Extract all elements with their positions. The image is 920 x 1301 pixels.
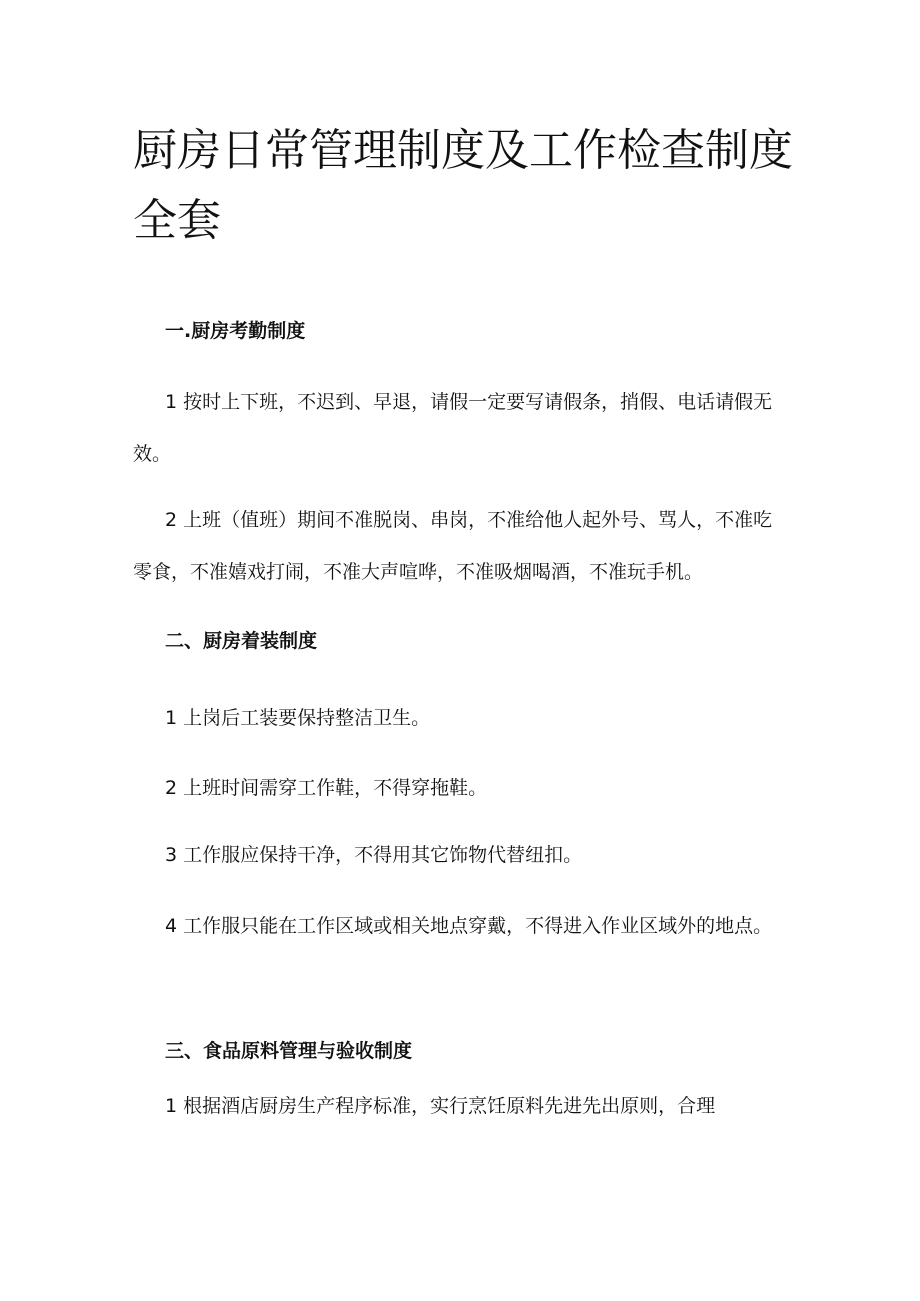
document-title: 厨房日常管理制度及工作检查制度全套 xyxy=(133,125,793,246)
section-heading-ingredients: 三、食品原料管理与验收制度 xyxy=(165,1040,413,1062)
paragraph-attendance-1: 1 按时上下班，不迟到、早退，请假一定要写请假条，捎假、电话请假无效。 xyxy=(133,391,773,465)
paragraph-dress-2: 2 上班时间需穿工作鞋，不得穿拖鞋。 xyxy=(165,777,488,799)
paragraph-ingredients-1: 1 根据酒店厨房生产程序标准，实行烹饪原料先进先出原则，合理 xyxy=(165,1095,716,1117)
paragraph-attendance-2: 2 上班（值班）期间不准脱岗、串岗，不准给他人起外号、骂人，不准吃零食，不准嬉戏打闹，不准大声喧哗，不准吸烟喝酒，不准玩手机。 xyxy=(133,509,773,583)
section-heading-dress-code: 二、厨房着装制度 xyxy=(165,630,318,652)
paragraph-dress-3: 3 工作服应保持干净，不得用其它饰物代替纽扣。 xyxy=(165,844,583,866)
paragraph-dress-4: 4 工作服只能在工作区域或相关地点穿戴，不得进入作业区域外的地点。 xyxy=(165,915,773,937)
paragraph-dress-1: 1 上岗后工装要保持整洁卫生。 xyxy=(165,707,431,729)
section-heading-attendance: 一.厨房考勤制度 xyxy=(165,320,306,342)
